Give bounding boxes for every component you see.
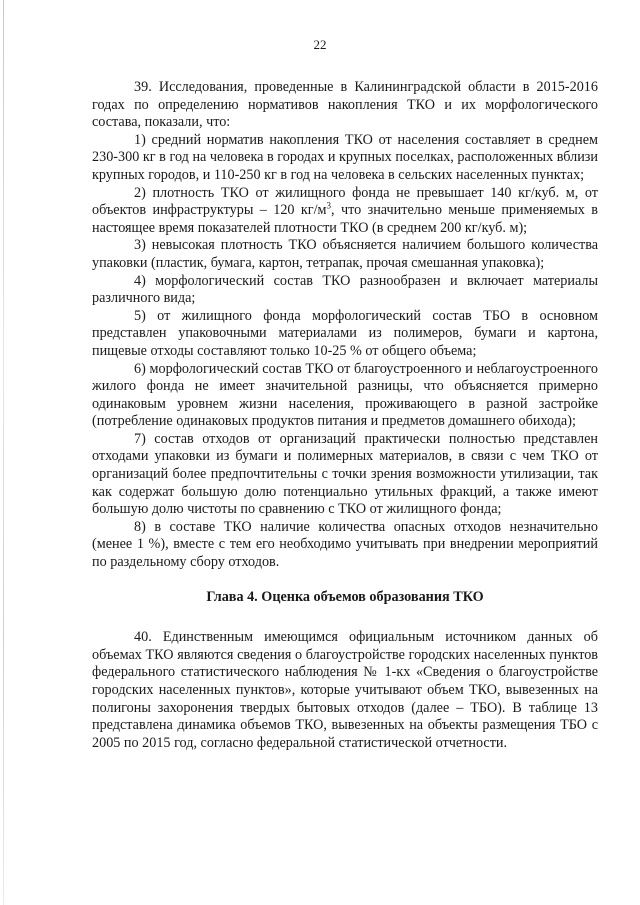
page-number: 22 — [313, 37, 327, 52]
list-item-2 — [92, 185, 598, 238]
list-item-4: 4) морфологический состав ТКО разнообразен и включает материалы различного вида; — [92, 272, 598, 307]
document-body — [92, 79, 598, 752]
scan-edge-line — [3, 0, 4, 905]
list-item-1: 1) средний норматив накопления ТКО от населения составляет в среднем 230-300 кг в год на человека в городах и крупных поселках, расположенных вблизи крупных городов, и 110-250 кг в год на человека в сельских населенных пунктах; — [92, 131, 598, 183]
chapter-heading: Глава 4. Оценка объемов образования ТКО — [206, 588, 484, 605]
list-item-3: 3) невысокая плотность ТКО объясняется наличием большого количества упаковки (пластик, бумага, картон, тетрапак, прочая смешанная упаковка); — [92, 237, 598, 271]
list-item-8: 8) в составе ТКО наличие количества опасных отходов незначительно (менее 1 %), вместе с тем его необходимо учитывать при внедрении мероприятий по раздельному сбору отходов. — [92, 518, 598, 571]
list-item-2-text-b: , что значительно меньше применяемых в настоящее время показателей плотности ТКО (в среднем 200 кг/куб. м); — [92, 202, 598, 236]
list-item-6: 6) морфологический состав ТКО от благоустроенного и неблагоустроенного жилого фонда не имеет значительной разницы, что объясняется примерно одинаковым уровнем жизни населения, проживающего в разной застройке (потребление одинаковых продуктов питания и предметов домашнего обихода); — [92, 360, 598, 430]
paragraph-40: 40. Единственным имеющимся официальным источником данных об объемах ТКО являются сведения о благоустройстве городских населенных пунктов федерального статистического наблюдения № 1-кх «Сведения о благоустройстве городских населенных пунктов», которые учитывают объем ТКО, вывезенных на полигоны захоронения твердых бытовых отходов (далее – ТБО). В таблице 13 представлена динамика объемов ТКО, вывезенных на объекты размещения ТБО с 2005 по 2015 год, согласно федеральной статистической отчетности. — [92, 629, 598, 751]
list-item-2-text-a: 2) плотность ТКО от жилищного фонда не превышает 140 кг/куб. м, от объектов инфраструктуры – 120 кг/м — [92, 184, 598, 219]
list-item-7: 7) состав отходов от организаций практически полностью представлен отходами упаковки из бумаги и полимерных материалов, в связи с чем ТКО от организаций более предпочтительны с точки зрения возможности утилизации, так как содержат большую долю потенциально утильных фракций, а также имеют большую долю чистоты по сравнению с ТКО от жилищного фонда; — [92, 430, 598, 518]
list-item-5: 5) от жилищного фонда морфологический состав ТБО в основном представлен упаковочными материалами из полимеров, бумаги и картона, пищевые отходы составляют только 10-25 % от общего объема; — [92, 307, 598, 359]
paragraph-39: 39. Исследования, проведенные в Калининградской области в 2015-2016 годах по определению нормативов накопления ТКО и их морфологического состава, показали, что: — [92, 79, 598, 131]
superscript-cubic: 3 — [326, 200, 332, 211]
